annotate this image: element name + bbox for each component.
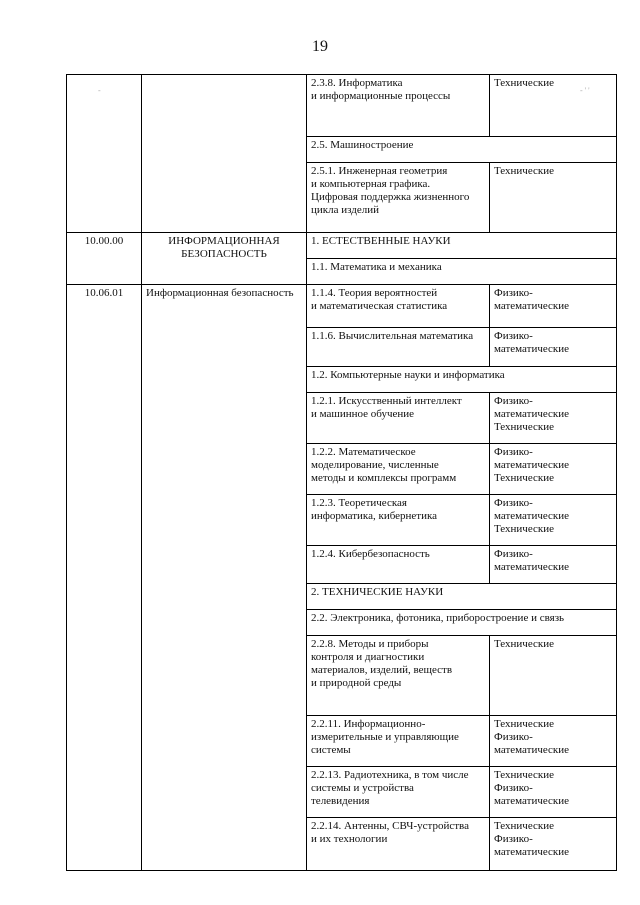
specialty-name-cell bbox=[142, 75, 307, 233]
cell-line: математические bbox=[494, 408, 570, 420]
cell-line: и машинное обучение bbox=[311, 408, 415, 420]
section-heading-cell: 1.1. Математика и механика bbox=[307, 259, 617, 285]
science-branch-cell bbox=[490, 444, 617, 495]
cell-line: Физико- bbox=[494, 395, 533, 407]
cell-line: и компьютерная графика. bbox=[311, 178, 431, 190]
cell-line: математические bbox=[494, 459, 570, 471]
science-branch-cell bbox=[490, 636, 617, 716]
scientific-specialty-cell bbox=[307, 393, 490, 444]
code-cell: 10.06.01 bbox=[67, 285, 142, 871]
cell-line: математические bbox=[494, 300, 570, 312]
science-branch-cell bbox=[490, 546, 617, 584]
science-branch-cell bbox=[490, 285, 617, 328]
cell-line: Физико- bbox=[494, 548, 533, 560]
science-branch-cell bbox=[490, 328, 617, 367]
cell-line: 2.2.13. Радиотехника, в том числе bbox=[311, 769, 469, 781]
cell-line: математические bbox=[494, 510, 570, 522]
cell-line: математические bbox=[494, 343, 570, 355]
science-branch-cell bbox=[490, 75, 617, 137]
cell-line: и природной среды bbox=[311, 677, 402, 689]
scan-mark: - ' ' bbox=[580, 86, 590, 95]
specialty-name-cell bbox=[142, 233, 307, 285]
cell-line: Цифровая поддержка жизненного bbox=[311, 191, 470, 203]
cell-line: 2.2.8. Методы и приборы bbox=[311, 638, 429, 650]
cell-line: 2.5.1. Инженерная геометрия bbox=[311, 165, 448, 177]
science-branch-cell bbox=[490, 767, 617, 818]
cell-line: 1.2.4. Кибербезопасность bbox=[311, 548, 430, 560]
specialty-name-cell: Информационная безопасность bbox=[142, 285, 307, 871]
cell-line: Физико- bbox=[494, 287, 533, 299]
code-cell: 10.00.00 bbox=[67, 233, 142, 285]
cell-line: Физико- bbox=[494, 330, 533, 342]
cell-line: и математическая статистика bbox=[311, 300, 448, 312]
cell-line: Технические bbox=[494, 638, 554, 650]
cell-line: 1.1.4. Теория вероятностей bbox=[311, 287, 438, 299]
scientific-specialty-cell bbox=[307, 285, 490, 328]
cell-line: контроля и диагностики bbox=[311, 651, 425, 663]
cell-line: математические bbox=[494, 744, 570, 756]
cell-line: и их технологии bbox=[311, 833, 388, 845]
scientific-specialty-cell bbox=[307, 328, 490, 367]
science-branch-cell bbox=[490, 818, 617, 871]
cell-line: измерительные и управляющие bbox=[311, 731, 459, 743]
scientific-specialty-cell bbox=[307, 767, 490, 818]
cell-line: математические bbox=[494, 795, 570, 807]
scientific-specialty-cell bbox=[307, 716, 490, 767]
cell-line: 2.2.14. Антенны, СВЧ-устройства bbox=[311, 820, 469, 832]
cell-line: математические bbox=[494, 846, 570, 858]
cell-line: Технические bbox=[494, 523, 554, 535]
section-heading-cell: 1.2. Компьютерные науки и информатика bbox=[307, 367, 617, 393]
cell-line: методы и комплексы программ bbox=[311, 472, 457, 484]
table-row bbox=[67, 233, 617, 259]
cell-line: Физико- bbox=[494, 497, 533, 509]
cell-line: 1.1.6. Вычислительная математика bbox=[311, 330, 474, 342]
cell-line: Физико- bbox=[494, 446, 533, 458]
scan-mark: - bbox=[98, 86, 101, 95]
section-heading-cell: 2.2. Электроника, фотоника, приборостроение и связь bbox=[307, 610, 617, 636]
cell-line: информатика, кибернетика bbox=[311, 510, 438, 522]
cell-line: Физико- bbox=[494, 833, 533, 845]
cell-line: телевидения bbox=[311, 795, 370, 807]
cell-line: моделирование, численные bbox=[311, 459, 439, 471]
cell-line: 1.2.2. Математическое bbox=[311, 446, 416, 458]
cell-line: материалов, изделий, веществ bbox=[311, 664, 453, 676]
cell-line: Технические bbox=[494, 820, 554, 832]
scientific-specialty-cell bbox=[307, 163, 490, 233]
cell-line: цикла изделий bbox=[311, 204, 380, 216]
cell-line: Технические bbox=[494, 165, 554, 177]
cell-line: 1.2.1. Искусственный интеллект bbox=[311, 395, 462, 407]
science-branch-cell bbox=[490, 393, 617, 444]
cell-line: БЕЗОПАСНОСТЬ bbox=[181, 248, 267, 260]
specialty-correspondence-table bbox=[66, 74, 617, 871]
section-heading-cell: 2.5. Машиностроение bbox=[307, 137, 617, 163]
cell-line: 2.3.8. Информатика bbox=[311, 77, 403, 89]
section-heading-cell: 2. ТЕХНИЧЕСКИЕ НАУКИ bbox=[307, 584, 617, 610]
cell-line: ИНФОРМАЦИОННАЯ bbox=[168, 235, 280, 247]
code-cell bbox=[67, 75, 142, 233]
science-branch-cell bbox=[490, 163, 617, 233]
cell-line: Технические bbox=[494, 769, 554, 781]
cell-line: 1.2.3. Теоретическая bbox=[311, 497, 407, 509]
science-branch-cell bbox=[490, 716, 617, 767]
cell-line: Технические bbox=[494, 421, 554, 433]
cell-line: Технические bbox=[494, 472, 554, 484]
scientific-specialty-cell bbox=[307, 818, 490, 871]
scientific-specialty-cell bbox=[307, 444, 490, 495]
scientific-specialty-cell bbox=[307, 495, 490, 546]
scientific-specialty-cell bbox=[307, 75, 490, 137]
section-heading-cell: 1. ЕСТЕСТВЕННЫЕ НАУКИ bbox=[307, 233, 617, 259]
cell-line: Технические bbox=[494, 77, 554, 89]
cell-line: системы и устройства bbox=[311, 782, 414, 794]
cell-line: Физико- bbox=[494, 782, 533, 794]
table-row bbox=[67, 75, 617, 137]
cell-line: математические bbox=[494, 561, 570, 573]
cell-line: 2.2.11. Информационно- bbox=[311, 718, 426, 730]
science-branch-cell bbox=[490, 495, 617, 546]
scientific-specialty-cell bbox=[307, 636, 490, 716]
cell-line: системы bbox=[311, 744, 351, 756]
table-row bbox=[67, 285, 617, 328]
cell-line: Физико- bbox=[494, 731, 533, 743]
cell-line: Технические bbox=[494, 718, 554, 730]
cell-line: и информационные процессы bbox=[311, 90, 451, 102]
page-number: 19 bbox=[312, 38, 328, 55]
scientific-specialty-cell bbox=[307, 546, 490, 584]
